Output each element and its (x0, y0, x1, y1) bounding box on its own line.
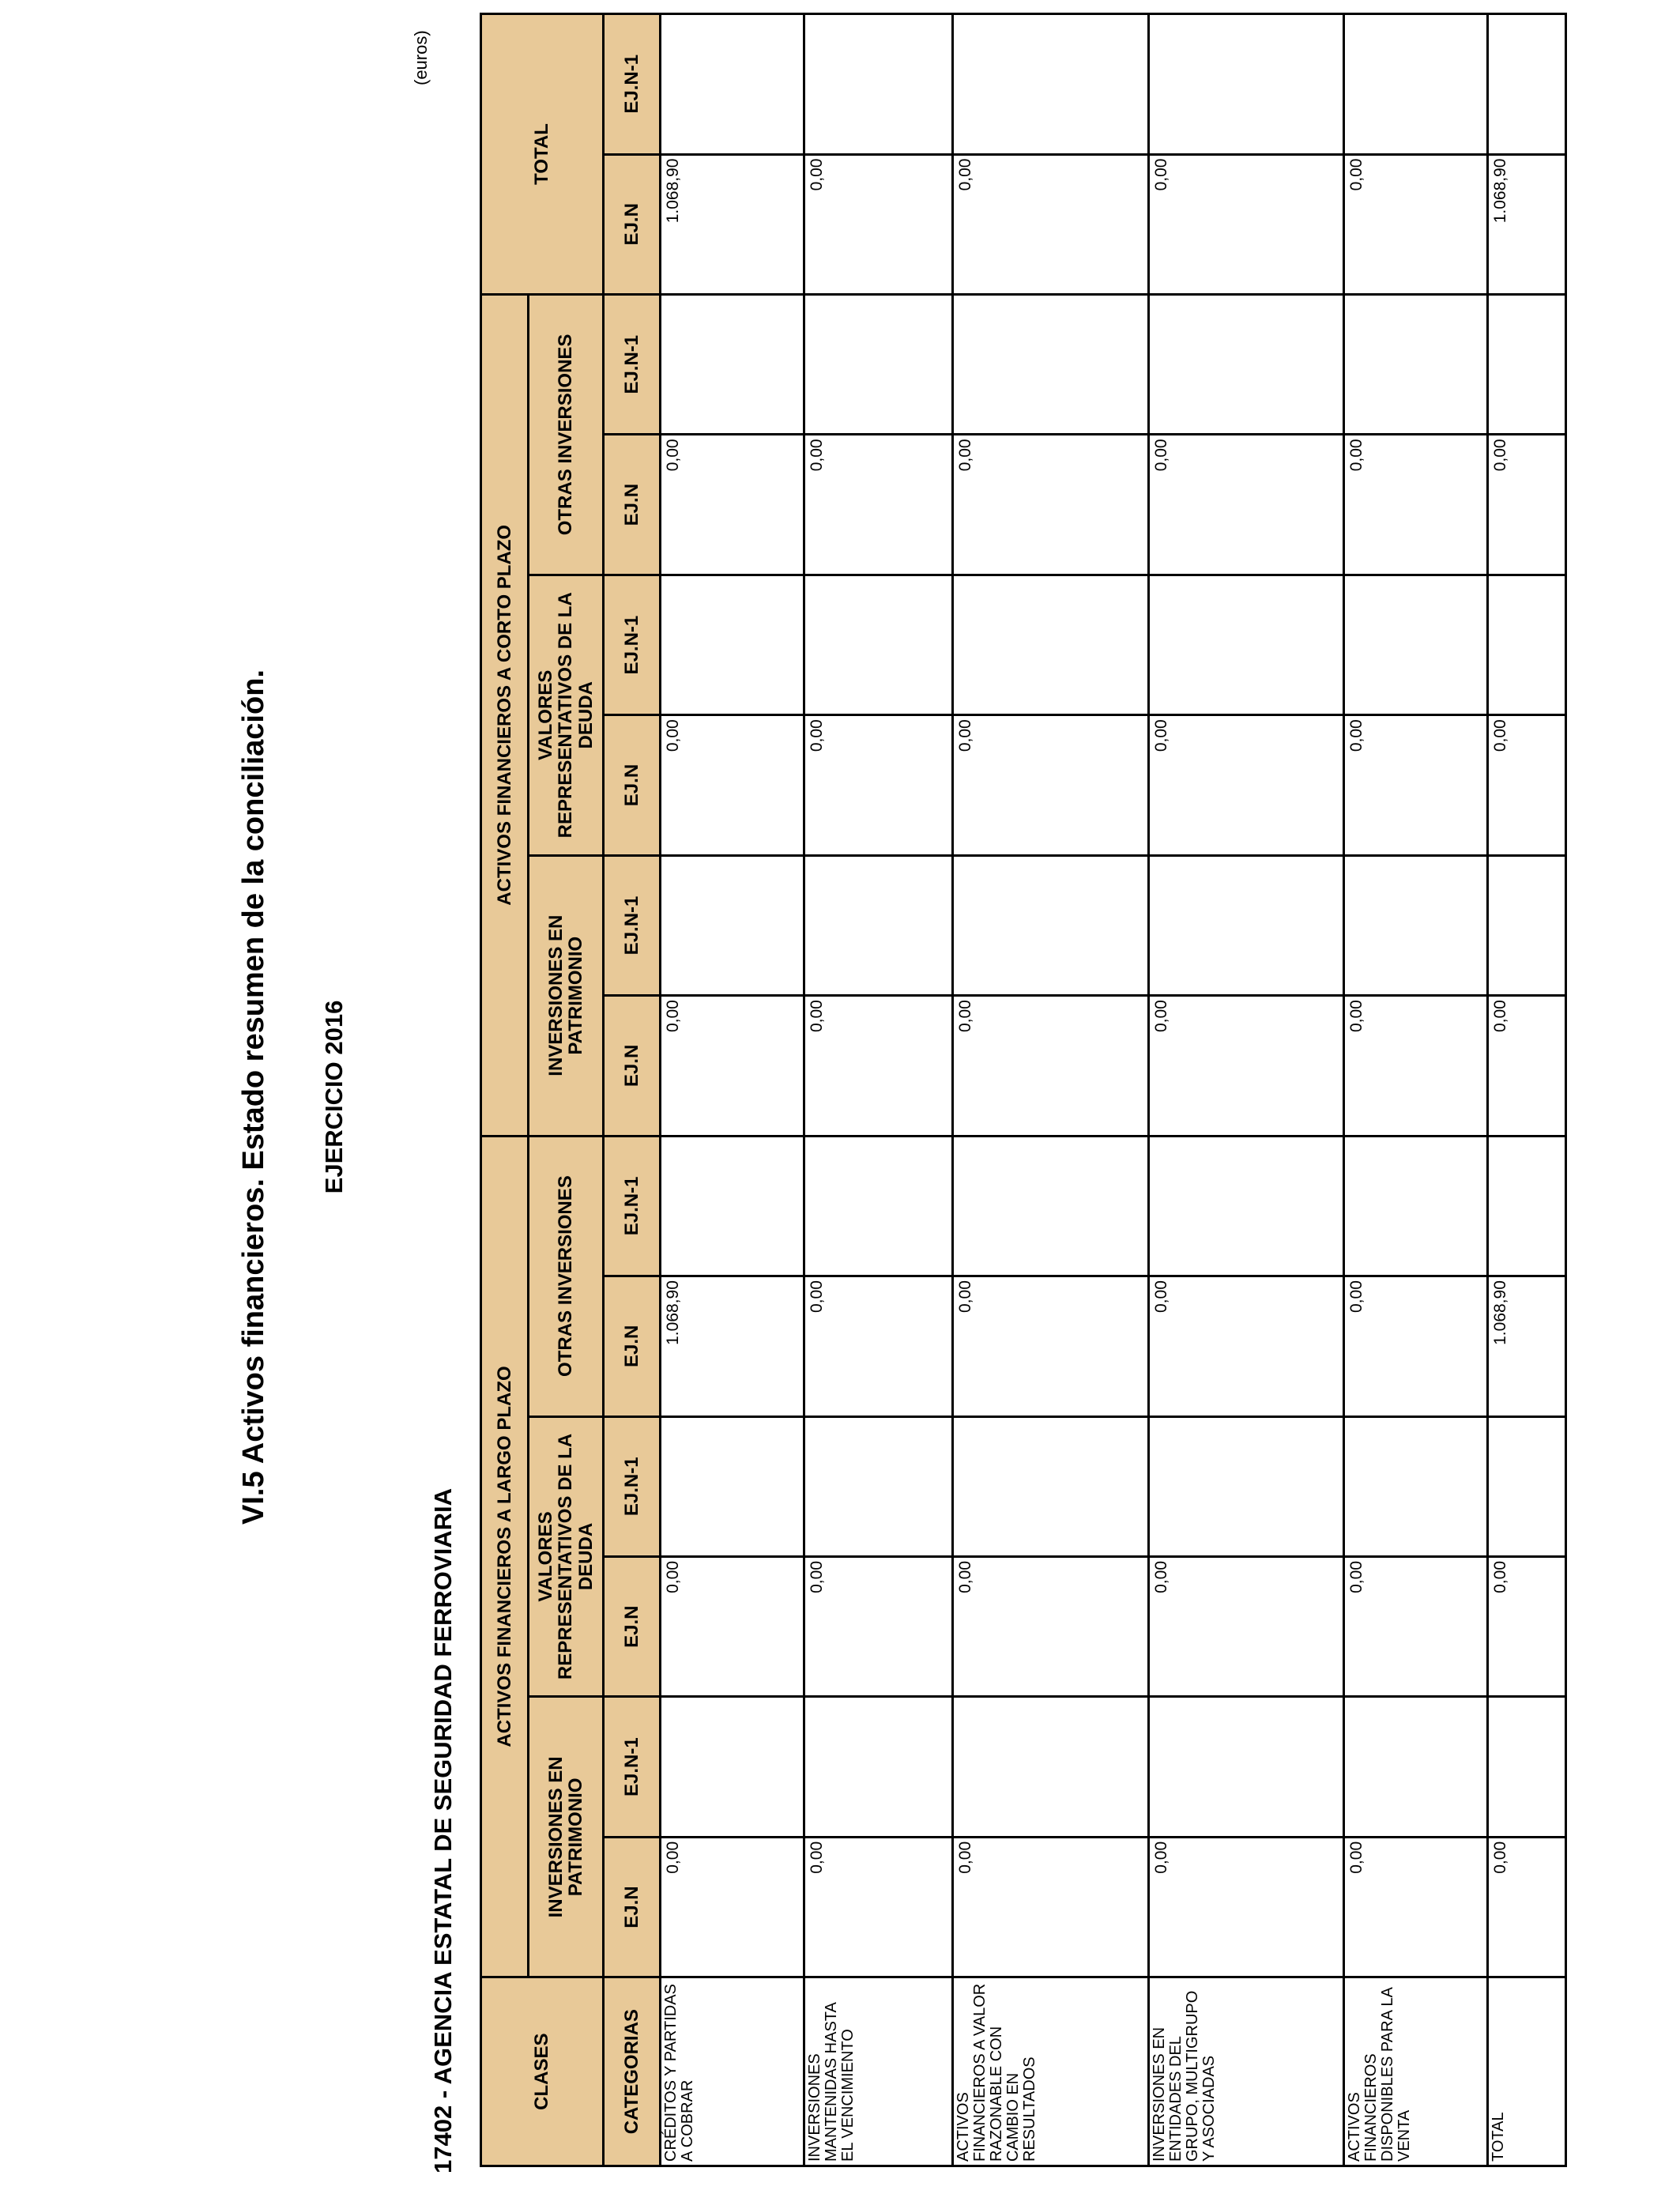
category-cell: CRÉDITOS Y PARTIDAS A COBRAR (661, 1977, 804, 2166)
empty-cell (1343, 14, 1487, 155)
value-cell: 0,00 (1148, 154, 1343, 294)
value-cell: 0,00 (1343, 1276, 1487, 1416)
value-cell: 0,00 (804, 435, 953, 575)
empty-cell (953, 1697, 1148, 1837)
empty-cell (661, 1136, 804, 1276)
empty-cell (1343, 294, 1487, 434)
empty-cell (804, 14, 953, 155)
empty-cell (1148, 14, 1343, 155)
empty-cell (953, 14, 1148, 155)
empty-cell (804, 1416, 953, 1556)
total-header: TOTAL (481, 14, 604, 295)
value-cell: 0,00 (804, 154, 953, 294)
category-cell: ACTIVOS FINANCIEROS A VALOR RAZONABLE CON CAMBIO EN RESULTADOS (953, 1977, 1148, 2166)
empty-cell (1148, 1416, 1343, 1556)
table-row-total (1487, 14, 1565, 2166)
short-term-group-header: ACTIVOS FINANCIEROS A CORTO PLAZO (481, 294, 529, 1136)
value-cell: 0,00 (1148, 1557, 1343, 1697)
empty-cell (1148, 1697, 1343, 1837)
empty-cell (1343, 1416, 1487, 1556)
ejn-header: EJ.N (604, 435, 661, 575)
value-cell: 0,00 (804, 1837, 953, 1977)
empty-cell (953, 1136, 1148, 1276)
value-cell: 0,00 (953, 154, 1148, 294)
value-cell: 0,00 (1487, 435, 1565, 575)
empty-cell (1343, 855, 1487, 995)
table-row (1148, 14, 1343, 2166)
ejn-header: EJ.N (604, 1276, 661, 1416)
cp-otras-header: OTRAS INVERSIONES (529, 294, 604, 575)
value-cell: 0,00 (1487, 996, 1565, 1136)
empty-cell (1148, 1136, 1343, 1276)
ejn1-header: EJ.N-1 (604, 1136, 661, 1276)
ejn1-header: EJ.N-1 (604, 294, 661, 434)
value-cell: 0,00 (1148, 435, 1343, 575)
empty-cell (661, 1416, 804, 1556)
table-row (1343, 14, 1487, 2166)
category-cell: TOTAL (1487, 1977, 1565, 2166)
empty-cell (804, 1697, 953, 1837)
empty-cell (1148, 855, 1343, 995)
category-cell: INVERSIONES MANTENIDAS HASTA EL VENCIMIENTO (804, 1977, 953, 2166)
units-label: (euros) (411, 30, 431, 85)
ejn1-header: EJ.N-1 (604, 575, 661, 714)
value-cell: 0,00 (661, 996, 804, 1136)
value-cell: 0,00 (661, 1837, 804, 1977)
lp-patrimonio-header: INVERSIONES EN PATRIMONIO (529, 1697, 604, 1977)
empty-cell (661, 1697, 804, 1837)
empty-cell (953, 855, 1148, 995)
value-cell: 0,00 (953, 996, 1148, 1136)
clases-header: CLASES (481, 1977, 604, 2166)
value-cell: 0,00 (953, 435, 1148, 575)
table-row (804, 14, 953, 2166)
value-cell: 0,00 (661, 435, 804, 575)
empty-cell (1148, 575, 1343, 714)
ejn1-header: EJ.N-1 (604, 855, 661, 995)
cp-patrimonio-header: INVERSIONES EN PATRIMONIO (529, 855, 604, 1136)
lp-valores-header: VALORES REPRESENTATIVOS DE LA DEUDA (529, 1416, 604, 1697)
empty-cell (1487, 575, 1565, 714)
empty-cell (661, 294, 804, 434)
long-term-group-header: ACTIVOS FINANCIEROS A LARGO PLAZO (481, 1136, 529, 1977)
value-cell: 0,00 (1148, 996, 1343, 1136)
table-row (661, 14, 804, 2166)
empty-cell (1343, 1697, 1487, 1837)
value-cell: 0,00 (804, 1276, 953, 1416)
value-cell: 0,00 (1343, 154, 1487, 294)
empty-cell (661, 14, 804, 155)
value-cell: 1.068,90 (661, 1276, 804, 1416)
empty-cell (804, 294, 953, 434)
ejn-header: EJ.N (604, 996, 661, 1136)
table-row (953, 14, 1148, 2166)
value-cell: 0,00 (804, 1557, 953, 1697)
value-cell: 1.068,90 (1487, 1276, 1565, 1416)
categorias-header: CATEGORIAS (604, 1977, 661, 2166)
category-cell: ACTIVOS FINANCIEROS DISPONIBLES PARA LA VENTA (1343, 1977, 1487, 2166)
empty-cell (1343, 575, 1487, 714)
empty-cell (804, 575, 953, 714)
fiscal-year-heading: EJERCICIO 2016 (320, 1000, 348, 1194)
value-cell: 0,00 (1148, 1837, 1343, 1977)
value-cell: 0,00 (1343, 1557, 1487, 1697)
value-cell: 1.068,90 (661, 154, 804, 294)
ejn-header: EJ.N (604, 1837, 661, 1977)
entity-name: 17402 - AGENCIA ESTATAL DE SEGURIDAD FERROVIARIA (429, 1488, 457, 2173)
ejn-header: EJ.N (604, 154, 661, 294)
empty-cell (953, 294, 1148, 434)
ejn-header: EJ.N (604, 1557, 661, 1697)
value-cell: 0,00 (1148, 1276, 1343, 1416)
ejn1-header: EJ.N-1 (604, 14, 661, 155)
page-title: VI.5 Activos financieros. Estado resumen de la conciliación. (237, 669, 270, 1525)
empty-cell (953, 1416, 1148, 1556)
empty-cell (1487, 1136, 1565, 1276)
value-cell: 0,00 (1487, 1837, 1565, 1977)
ejn-header: EJ.N (604, 715, 661, 855)
value-cell: 1.068,90 (1487, 154, 1565, 294)
empty-cell (804, 855, 953, 995)
ejn1-header: EJ.N-1 (604, 1697, 661, 1837)
category-cell: INVERSIONES EN ENTIDADES DEL GRUPO, MULTIGRUPO Y ASOCIADAS (1148, 1977, 1343, 2166)
value-cell: 0,00 (1487, 1557, 1565, 1697)
ejn1-header: EJ.N-1 (604, 1416, 661, 1556)
value-cell: 0,00 (804, 715, 953, 855)
value-cell: 0,00 (804, 996, 953, 1136)
value-cell: 0,00 (953, 1557, 1148, 1697)
empty-cell (953, 575, 1148, 714)
empty-cell (661, 575, 804, 714)
value-cell: 0,00 (953, 1837, 1148, 1977)
value-cell: 0,00 (1487, 715, 1565, 855)
value-cell: 0,00 (1343, 996, 1487, 1136)
value-cell: 0,00 (1343, 715, 1487, 855)
value-cell: 0,00 (1148, 715, 1343, 855)
value-cell: 0,00 (661, 1557, 804, 1697)
empty-cell (1487, 14, 1565, 155)
financial-assets-table (480, 13, 1567, 2167)
empty-cell (1487, 1416, 1565, 1556)
empty-cell (1487, 855, 1565, 995)
value-cell: 0,00 (953, 1276, 1148, 1416)
value-cell: 0,00 (953, 715, 1148, 855)
empty-cell (1343, 1136, 1487, 1276)
value-cell: 0,00 (661, 715, 804, 855)
lp-otras-header: OTRAS INVERSIONES (529, 1136, 604, 1416)
empty-cell (661, 855, 804, 995)
value-cell: 0,00 (1343, 1837, 1487, 1977)
empty-cell (1148, 294, 1343, 434)
empty-cell (1487, 1697, 1565, 1837)
empty-cell (1487, 294, 1565, 434)
cp-valores-header: VALORES REPRESENTATIVOS DE LA DEUDA (529, 575, 604, 855)
empty-cell (804, 1136, 953, 1276)
value-cell: 0,00 (1343, 435, 1487, 575)
